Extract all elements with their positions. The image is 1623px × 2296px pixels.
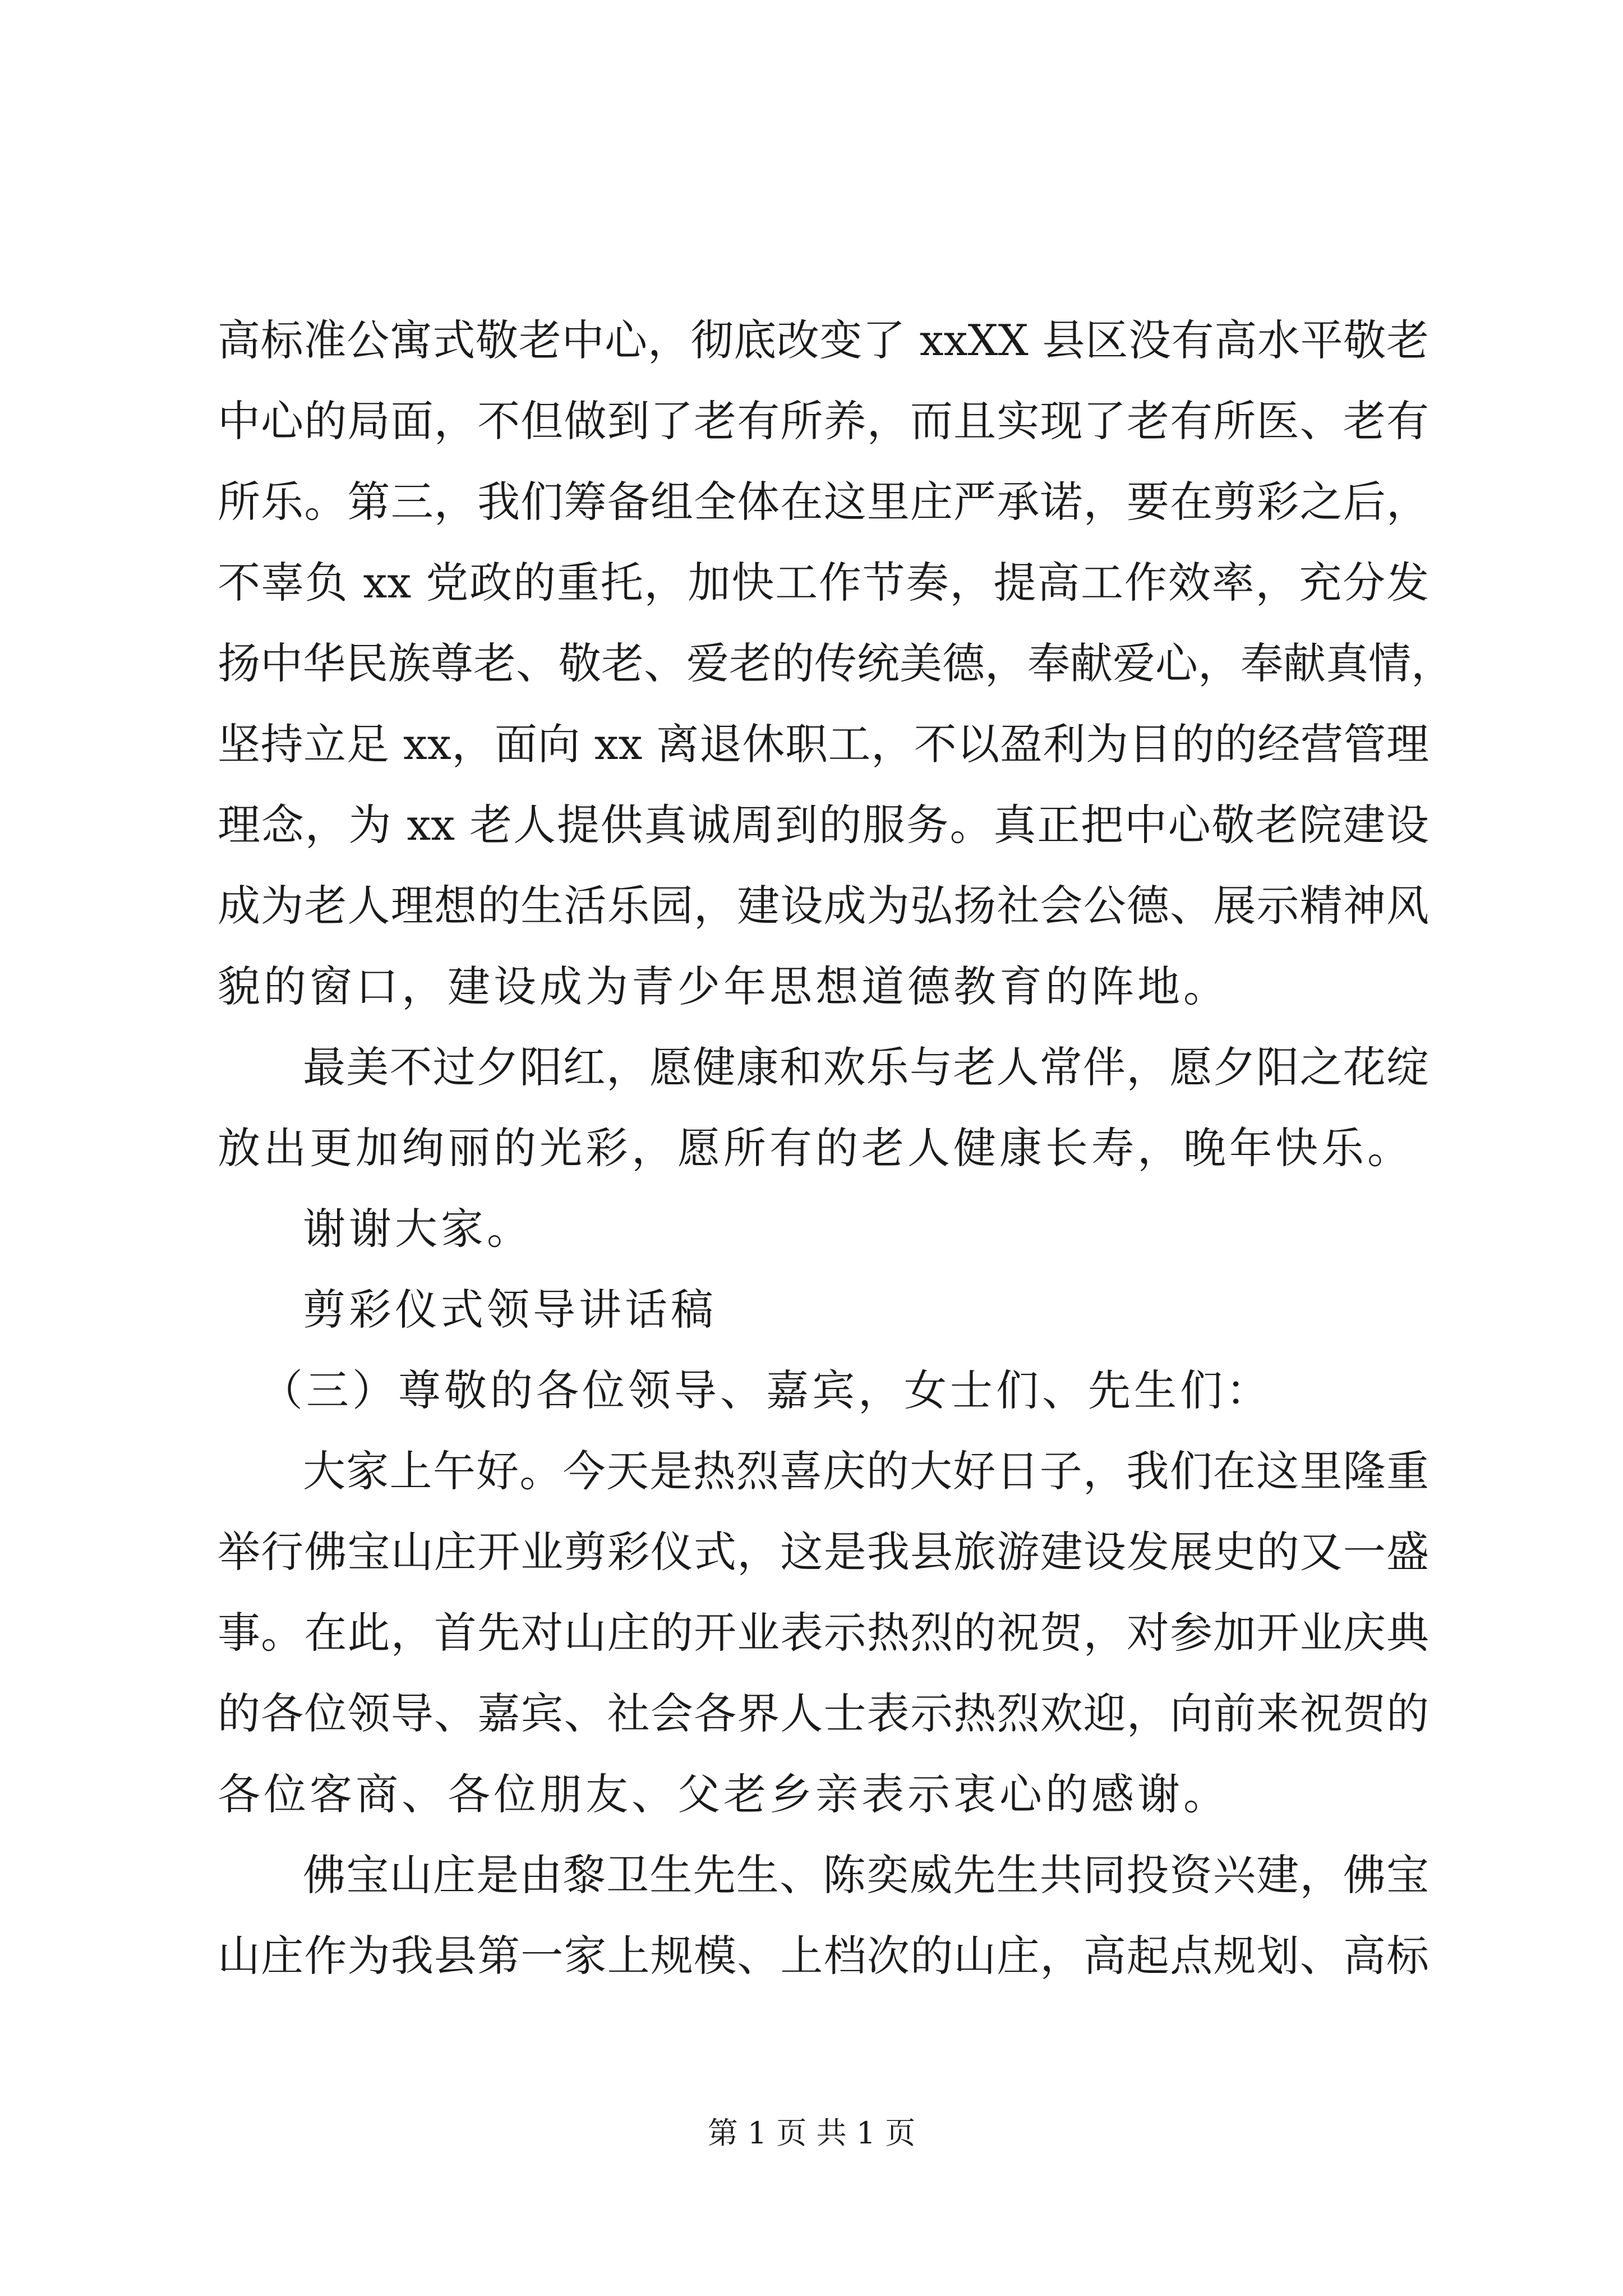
text-line: 高标准公寓式敬老中心，彻底改变了 xxXX 县区没有高水平敬老 (218, 315, 1429, 365)
text-line: 各位客商、各位朋友、父老乡亲表示衷心的感谢。 (218, 1769, 1229, 1819)
text-line: 的各位领导、嘉宾、社会各界人士表示热烈欢迎，向前来祝贺的 (218, 1688, 1429, 1738)
text-line: 放出更加绚丽的光彩，愿所有的老人健康长寿，晚年快乐。 (218, 1123, 1413, 1173)
text-line: 大家上午好。今天是热烈喜庆的大好日子，我们在这里隆重 (303, 1446, 1429, 1496)
text-line: 貌的窗口，建设成为青少年思想道德教育的阵地。 (218, 961, 1229, 1011)
page-number-footer: 第 1 页 共 1 页 (707, 2115, 916, 2151)
text-line: 举行佛宝山庄开业剪彩仪式，这是我县旅游建设发展史的又一盛 (218, 1527, 1429, 1577)
text-line: 事。在此，首先对山庄的开业表示热烈的祝贺，对参加开业庆典 (218, 1608, 1429, 1658)
text-line: 所乐。第三，我们筹备组全体在这里庄严承诺，要在剪彩之后， (218, 477, 1429, 527)
text-line: 最美不过夕阳红，愿健康和欢乐与老人常伴，愿夕阳之花绽 (303, 1042, 1429, 1092)
text-line: 理念，为 xx 老人提供真诚周到的服务。真正把中心敬老院建设 (218, 800, 1429, 850)
text-line: 山庄作为我县第一家上规模、上档次的山庄，高起点规划、高标 (218, 1931, 1429, 1981)
text-line: 坚持立足 xx，面向 xx 离退休职工，不以盈利为目的的经营管理 (218, 719, 1429, 769)
text-line: 中心的局面，不但做到了老有所养，而且实现了老有所医、老有 (218, 396, 1429, 446)
text-line: 谢谢大家。 (303, 1204, 533, 1254)
text-line: 成为老人理想的生活乐园，建设成为弘扬社会公德、展示精神风 (218, 881, 1429, 931)
salutation-line: （三）尊敬的各位领导、嘉宾，女士们、先生们： (260, 1365, 1272, 1415)
document-body (218, 300, 1454, 1996)
text-line: 不辜负 xx 党政的重托，加快工作节奏，提高工作效率，充分发 (218, 558, 1429, 608)
text-line: 佛宝山庄是由黎卫生先生、陈奕威先生共同投资兴建，佛宝 (303, 1850, 1429, 1900)
section-heading: 剪彩仪式领导讲话稿 (303, 1285, 717, 1335)
text-line: 扬中华民族尊老、敬老、爱老的传统美德，奉献爱心，奉献真情， (218, 638, 1454, 688)
